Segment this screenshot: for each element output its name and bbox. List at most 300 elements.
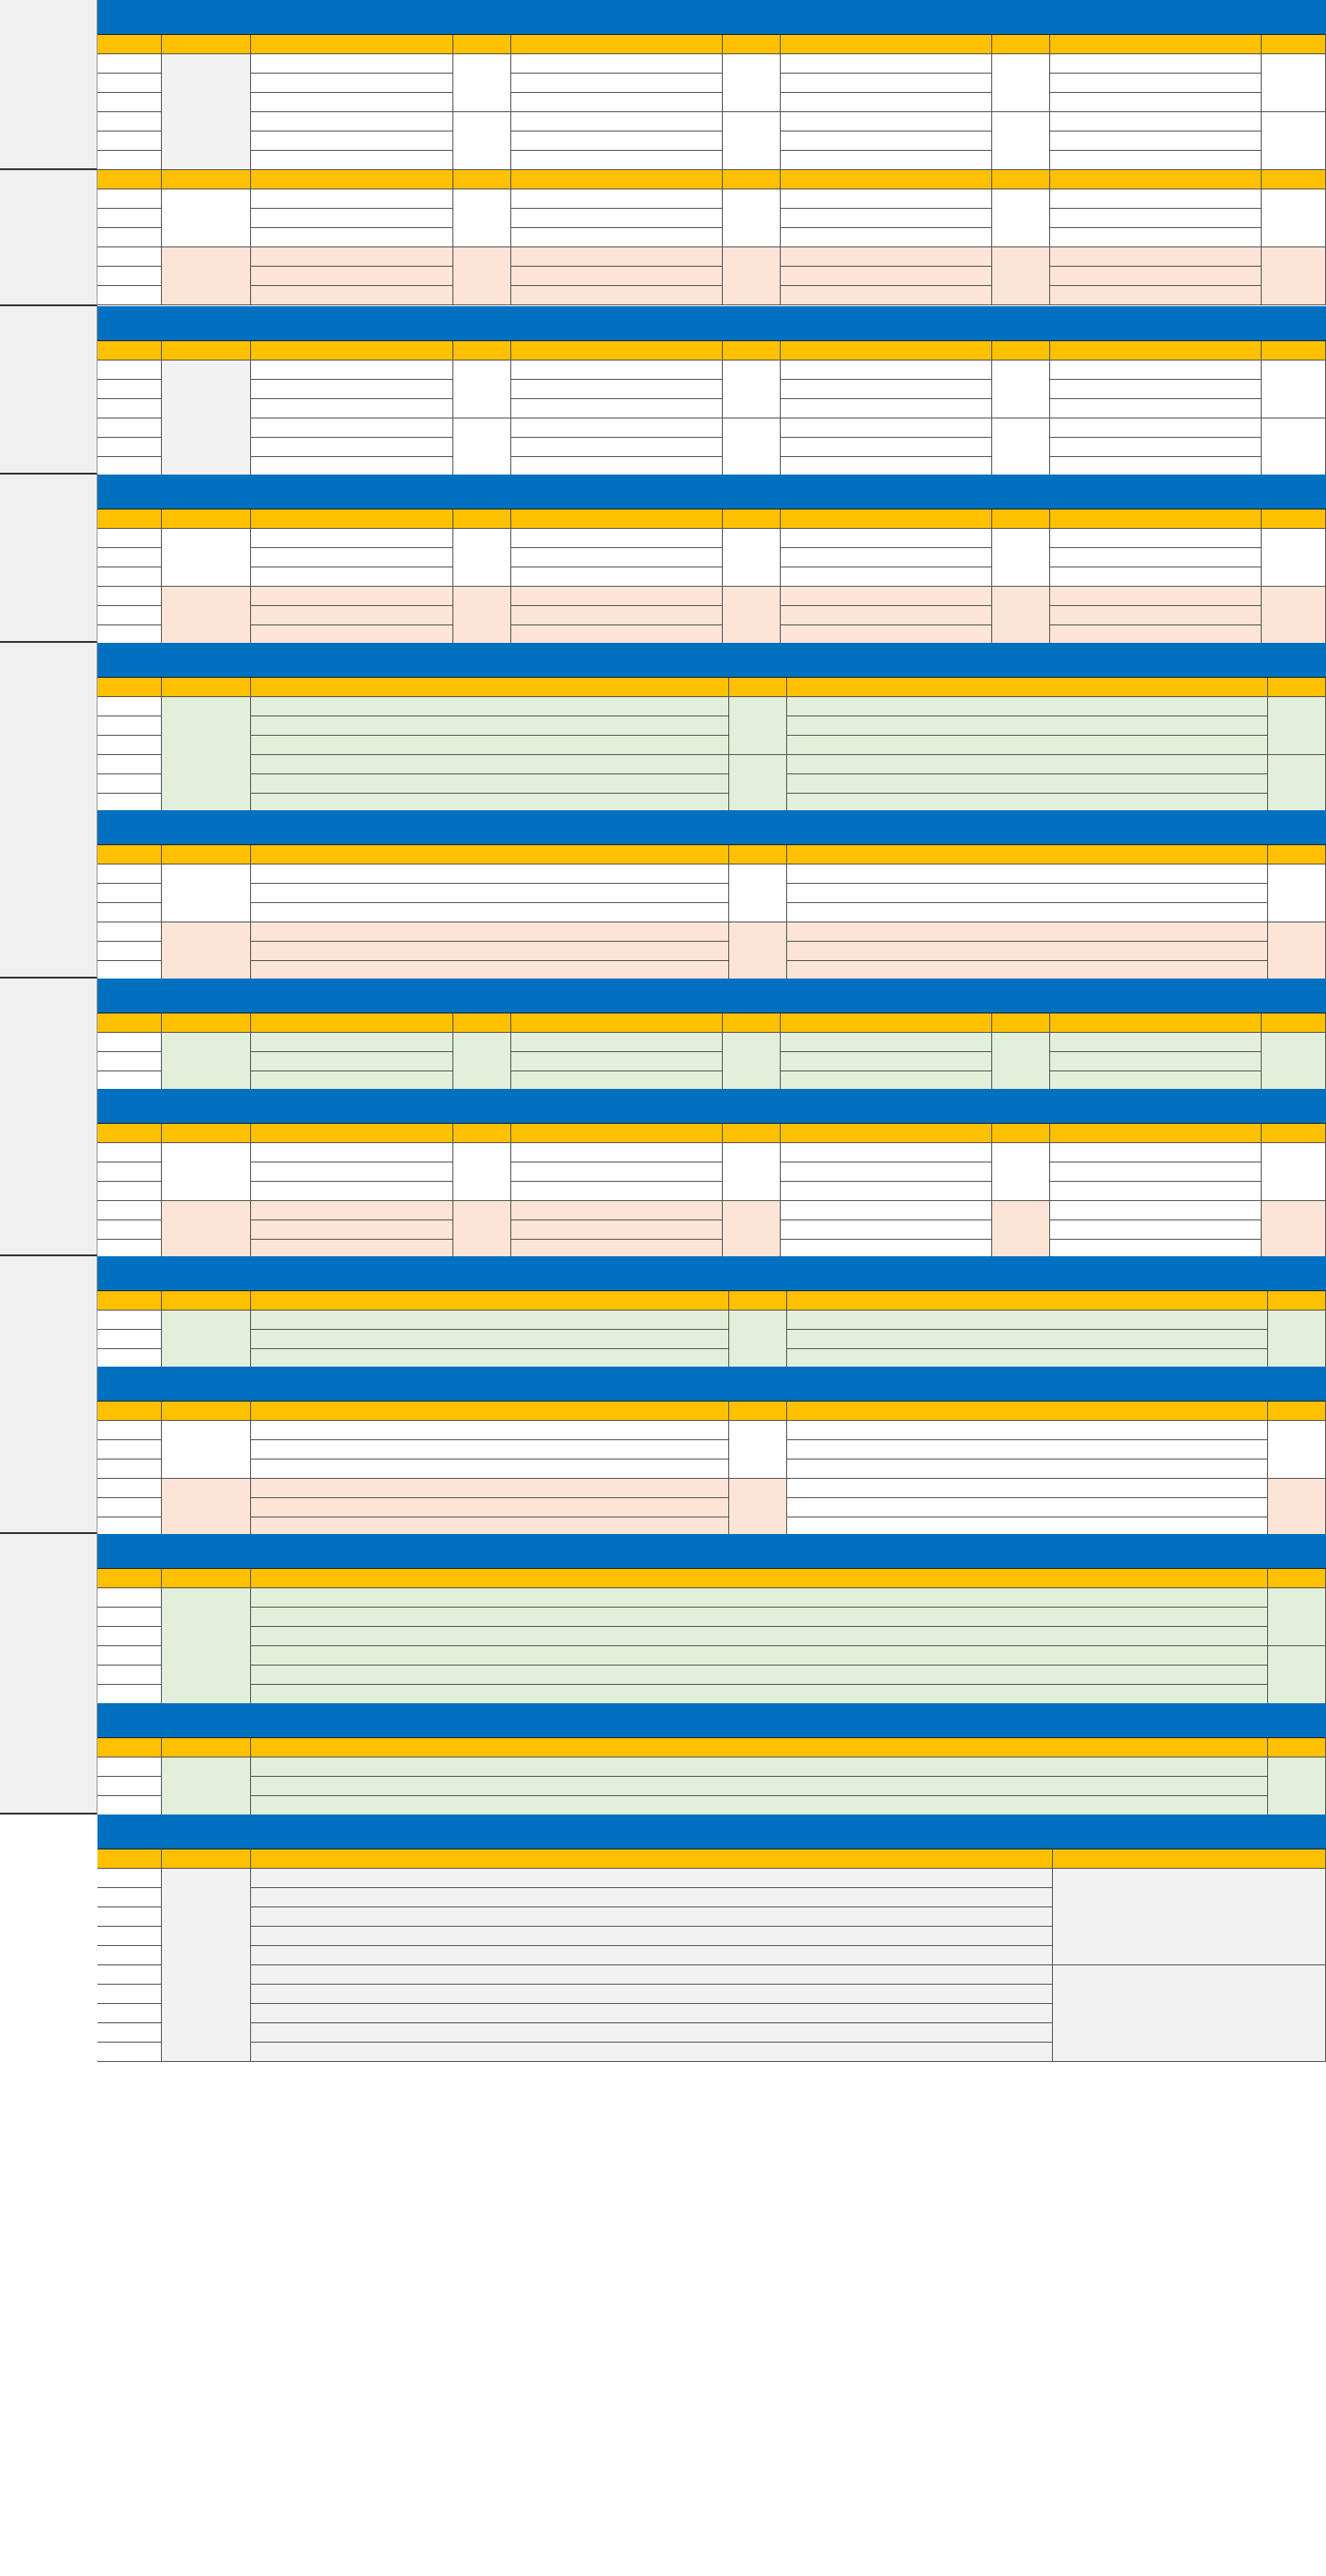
match-code [1268, 1440, 1326, 1460]
match-code [1268, 1460, 1326, 1479]
column-header [729, 678, 787, 696]
schedule-row [97, 606, 1326, 625]
match-code [723, 625, 781, 645]
match-cell [787, 774, 1268, 794]
match-cell [781, 228, 992, 247]
time-cell [97, 1888, 162, 1907]
match-cell [511, 286, 723, 305]
match-cell [787, 1421, 1268, 1440]
match-cell [787, 922, 1268, 942]
time-cell [97, 399, 162, 418]
match-code [1053, 1985, 1326, 2004]
match-cell [511, 587, 723, 606]
match-code [1262, 529, 1326, 548]
match-cell [781, 189, 992, 209]
column-header [162, 1738, 251, 1757]
schedule-row [97, 1796, 1326, 1815]
match-code [1262, 1033, 1326, 1052]
schedule-row [97, 587, 1326, 606]
schedule-row [97, 112, 1326, 132]
host-cell [162, 1479, 251, 1498]
column-header [453, 35, 511, 53]
time-cell [97, 1071, 162, 1091]
column-header [97, 1124, 162, 1142]
column-header [97, 1013, 162, 1032]
match-code [1268, 1479, 1326, 1498]
match-cell [251, 716, 729, 736]
match-cell [787, 1349, 1268, 1368]
schedule-row [97, 1479, 1326, 1498]
schedule-section [97, 1703, 1326, 1815]
match-code [453, 1162, 511, 1182]
time-cell [97, 1869, 162, 1888]
schedule-row [97, 1608, 1326, 1627]
time-cell [97, 54, 162, 74]
column-header [97, 845, 162, 864]
schedule-row [97, 399, 1326, 418]
column-header [1262, 1124, 1326, 1142]
match-code [1262, 228, 1326, 247]
match-cell [787, 1460, 1268, 1479]
host-cell [162, 625, 251, 645]
column-header [251, 1291, 729, 1310]
match-cell [787, 961, 1268, 980]
match-code [1262, 54, 1326, 74]
match-code [453, 247, 511, 267]
host-cell [162, 267, 251, 286]
match-code [453, 112, 511, 132]
column-header [162, 1569, 251, 1587]
match-cell [781, 1052, 992, 1071]
host-cell [162, 418, 251, 438]
match-code [1268, 864, 1326, 884]
host-cell [162, 884, 251, 903]
column-header [251, 509, 453, 528]
match-code [1268, 961, 1326, 980]
schedule-section [97, 643, 1326, 813]
match-cell [787, 942, 1268, 961]
match-cell [781, 418, 992, 438]
time-cell [97, 625, 162, 645]
match-code [992, 54, 1050, 74]
match-code [992, 112, 1050, 132]
match-cell [511, 54, 723, 74]
schedule-row [97, 1588, 1326, 1608]
time-cell [97, 606, 162, 625]
match-cell [251, 1608, 1268, 1627]
match-code [1053, 1888, 1326, 1907]
host-cell [162, 922, 251, 942]
time-cell [97, 774, 162, 794]
match-cell [251, 74, 453, 93]
host-cell [162, 1071, 251, 1091]
match-code [1268, 736, 1326, 755]
match-cell [1050, 438, 1262, 457]
match-code [1262, 1071, 1326, 1091]
column-header-row [97, 1849, 1326, 1869]
column-header [787, 1291, 1268, 1310]
column-header [723, 35, 781, 53]
match-code [992, 1220, 1050, 1240]
match-cell [787, 736, 1268, 755]
match-code [453, 93, 511, 112]
match-cell [781, 74, 992, 93]
match-code [992, 1033, 1050, 1052]
column-header-row [97, 678, 1326, 697]
match-code [729, 1460, 787, 1479]
match-cell [1050, 189, 1262, 209]
time-cell [97, 189, 162, 209]
time-cell [97, 864, 162, 884]
match-cell [251, 1143, 453, 1162]
time-cell [97, 1349, 162, 1368]
match-cell [251, 1646, 1268, 1666]
host-cell [162, 1646, 251, 1666]
date-label [0, 0, 97, 170]
column-header [511, 509, 723, 528]
match-cell [781, 1220, 992, 1240]
time-cell [97, 2004, 162, 2023]
host-cell [162, 1627, 251, 1646]
schedule-section [97, 306, 1326, 476]
match-cell [251, 267, 453, 286]
date-label [0, 306, 97, 475]
match-code [1262, 209, 1326, 228]
schedule-row [97, 1143, 1326, 1162]
schedule-row [97, 1440, 1326, 1460]
match-code [1053, 1869, 1326, 1888]
match-cell [511, 151, 723, 170]
schedule-row [97, 1757, 1326, 1777]
date-label [0, 475, 97, 643]
schedule-row [97, 864, 1326, 884]
match-code [992, 228, 1050, 247]
match-cell [251, 903, 729, 922]
match-code [1268, 1311, 1326, 1330]
column-header [97, 1849, 162, 1868]
column-header-row [97, 170, 1326, 189]
column-header [723, 170, 781, 189]
section-title [97, 1367, 1326, 1402]
host-cell [162, 247, 251, 267]
schedule-row [97, 1646, 1326, 1666]
match-code [723, 1143, 781, 1162]
column-header [453, 1013, 511, 1032]
match-code [992, 151, 1050, 170]
schedule-row [97, 189, 1326, 209]
schedule-row [97, 774, 1326, 794]
match-cell [1050, 1052, 1262, 1071]
schedule-row [97, 922, 1326, 942]
time-cell [97, 1143, 162, 1162]
match-cell [251, 1479, 729, 1498]
time-cell [97, 1421, 162, 1440]
match-cell [781, 112, 992, 132]
column-header [251, 170, 453, 189]
match-cell [781, 361, 992, 380]
match-cell [511, 380, 723, 399]
host-cell [162, 1907, 251, 1927]
match-cell [251, 1627, 1268, 1646]
match-cell [1050, 587, 1262, 606]
time-cell [97, 1498, 162, 1517]
host-cell [162, 209, 251, 228]
match-cell [1050, 529, 1262, 548]
column-header [1268, 1738, 1326, 1757]
match-cell [251, 1985, 1053, 2004]
match-code [1262, 286, 1326, 305]
match-code [992, 132, 1050, 151]
match-code [723, 1182, 781, 1201]
time-cell [97, 286, 162, 305]
schedule-row [97, 903, 1326, 922]
match-code [723, 457, 781, 476]
match-code [723, 1033, 781, 1052]
time-cell [97, 961, 162, 980]
match-cell [787, 755, 1268, 774]
host-cell [162, 1965, 251, 1985]
column-header-row [97, 1738, 1326, 1757]
match-code [453, 587, 511, 606]
host-cell [162, 1421, 251, 1440]
column-header [251, 1402, 729, 1420]
schedule-row [97, 1869, 1326, 1888]
section-title [97, 0, 1326, 35]
match-code [723, 54, 781, 74]
schedule-row [97, 1033, 1326, 1052]
match-cell [781, 93, 992, 112]
match-cell [251, 1460, 729, 1479]
host-cell [162, 286, 251, 305]
match-cell [1050, 548, 1262, 567]
host-cell [162, 529, 251, 548]
match-code [1268, 1757, 1326, 1777]
match-code [1053, 1927, 1326, 1946]
host-cell [162, 736, 251, 755]
host-cell [162, 1666, 251, 1685]
match-cell [251, 1162, 453, 1182]
date-label [0, 170, 97, 306]
match-code [729, 1421, 787, 1440]
host-cell [162, 864, 251, 884]
match-cell [251, 1311, 729, 1330]
match-code [1262, 606, 1326, 625]
match-cell [251, 529, 453, 548]
column-header [251, 1738, 1268, 1757]
schedule-row [97, 1907, 1326, 1927]
match-cell [251, 961, 729, 980]
column-header [1050, 1124, 1262, 1142]
match-cell [251, 209, 453, 228]
column-header [729, 1291, 787, 1310]
host-cell [162, 1349, 251, 1368]
host-cell [162, 1985, 251, 2004]
schedule-row [97, 884, 1326, 903]
match-code [723, 189, 781, 209]
host-cell [162, 774, 251, 794]
match-cell [251, 380, 453, 399]
time-cell [97, 93, 162, 112]
match-code [1262, 625, 1326, 645]
match-code [1262, 548, 1326, 567]
match-cell [511, 606, 723, 625]
match-code [1262, 189, 1326, 209]
match-code [992, 1143, 1050, 1162]
match-cell [1050, 418, 1262, 438]
match-code [723, 1052, 781, 1071]
schedule-row [97, 209, 1326, 228]
match-code [453, 457, 511, 476]
match-code [992, 1201, 1050, 1220]
time-cell [97, 1946, 162, 1965]
match-code [1262, 74, 1326, 93]
column-header [162, 678, 251, 696]
time-cell [97, 587, 162, 606]
column-header [992, 35, 1050, 53]
match-cell [781, 625, 992, 645]
schedule-row [97, 1220, 1326, 1240]
host-cell [162, 2004, 251, 2023]
schedule-row [97, 1162, 1326, 1182]
match-cell [251, 1220, 453, 1240]
host-cell [162, 587, 251, 606]
match-cell [251, 1052, 453, 1071]
match-code [453, 1201, 511, 1220]
time-cell [97, 380, 162, 399]
time-cell [97, 2023, 162, 2043]
match-code [1268, 1608, 1326, 1627]
match-code [729, 755, 787, 774]
match-cell [1050, 1182, 1262, 1201]
schedule-row [97, 961, 1326, 980]
match-code [723, 438, 781, 457]
column-header [511, 1013, 723, 1032]
match-code [1053, 1907, 1326, 1927]
match-code [729, 1440, 787, 1460]
schedule-row [97, 361, 1326, 380]
host-cell [162, 942, 251, 961]
match-cell [251, 93, 453, 112]
column-header [729, 845, 787, 864]
match-code [1262, 1220, 1326, 1240]
match-cell [781, 380, 992, 399]
section-title [97, 979, 1326, 1013]
match-cell [781, 286, 992, 305]
match-code [1053, 2004, 1326, 2023]
match-cell [251, 132, 453, 151]
match-code [453, 1033, 511, 1052]
match-code [723, 418, 781, 438]
time-cell [97, 548, 162, 567]
column-header [162, 35, 251, 53]
column-header [251, 678, 729, 696]
column-header [992, 1013, 1050, 1032]
match-code [729, 864, 787, 884]
match-code [1268, 884, 1326, 903]
schedule-section [97, 475, 1326, 645]
host-cell [162, 132, 251, 151]
time-cell [97, 755, 162, 774]
match-cell [511, 1162, 723, 1182]
date-label [0, 1534, 97, 1815]
match-cell [781, 567, 992, 587]
match-code [723, 1220, 781, 1240]
match-cell [511, 1052, 723, 1071]
match-cell [251, 1685, 1268, 1704]
match-cell [781, 132, 992, 151]
column-header [453, 509, 511, 528]
match-code [1268, 1666, 1326, 1685]
match-cell [511, 209, 723, 228]
match-code [729, 884, 787, 903]
match-code [723, 587, 781, 606]
match-code [453, 1143, 511, 1162]
section-title [97, 1089, 1326, 1124]
schedule-row [97, 132, 1326, 151]
match-cell [781, 606, 992, 625]
column-header [97, 341, 162, 360]
schedule-section [97, 810, 1326, 980]
match-cell [781, 1071, 992, 1091]
column-header [251, 845, 729, 864]
host-cell [162, 2043, 251, 2062]
match-code [453, 1182, 511, 1201]
time-cell [97, 716, 162, 736]
schedule-row [97, 529, 1326, 548]
column-header [781, 170, 992, 189]
match-code [992, 380, 1050, 399]
host-cell [162, 755, 251, 774]
schedule-row [97, 247, 1326, 267]
column-header [251, 1013, 453, 1032]
match-code [453, 189, 511, 209]
column-header-row [97, 1402, 1326, 1421]
time-cell [97, 1777, 162, 1796]
match-cell [251, 736, 729, 755]
host-cell [162, 228, 251, 247]
match-cell [251, 2023, 1053, 2043]
column-header [992, 341, 1050, 360]
time-cell [97, 1479, 162, 1498]
match-cell [787, 1440, 1268, 1460]
host-cell [162, 1440, 251, 1460]
match-code [453, 418, 511, 438]
match-code [453, 380, 511, 399]
schedule-row [97, 716, 1326, 736]
schedule-row [97, 2004, 1326, 2023]
time-cell [97, 697, 162, 716]
match-cell [787, 864, 1268, 884]
schedule-row [97, 1201, 1326, 1220]
host-cell [162, 1033, 251, 1052]
match-code [729, 961, 787, 980]
schedule-row [97, 1888, 1326, 1907]
host-cell [162, 2023, 251, 2043]
match-code [1262, 151, 1326, 170]
time-cell [97, 1965, 162, 1985]
column-header [97, 35, 162, 53]
column-header [511, 341, 723, 360]
match-cell [1050, 93, 1262, 112]
schedule-row [97, 1311, 1326, 1330]
column-header [162, 845, 251, 864]
match-cell [781, 457, 992, 476]
match-code [723, 606, 781, 625]
column-header [251, 341, 453, 360]
column-header [97, 1402, 162, 1420]
host-cell [162, 961, 251, 980]
match-code [723, 567, 781, 587]
